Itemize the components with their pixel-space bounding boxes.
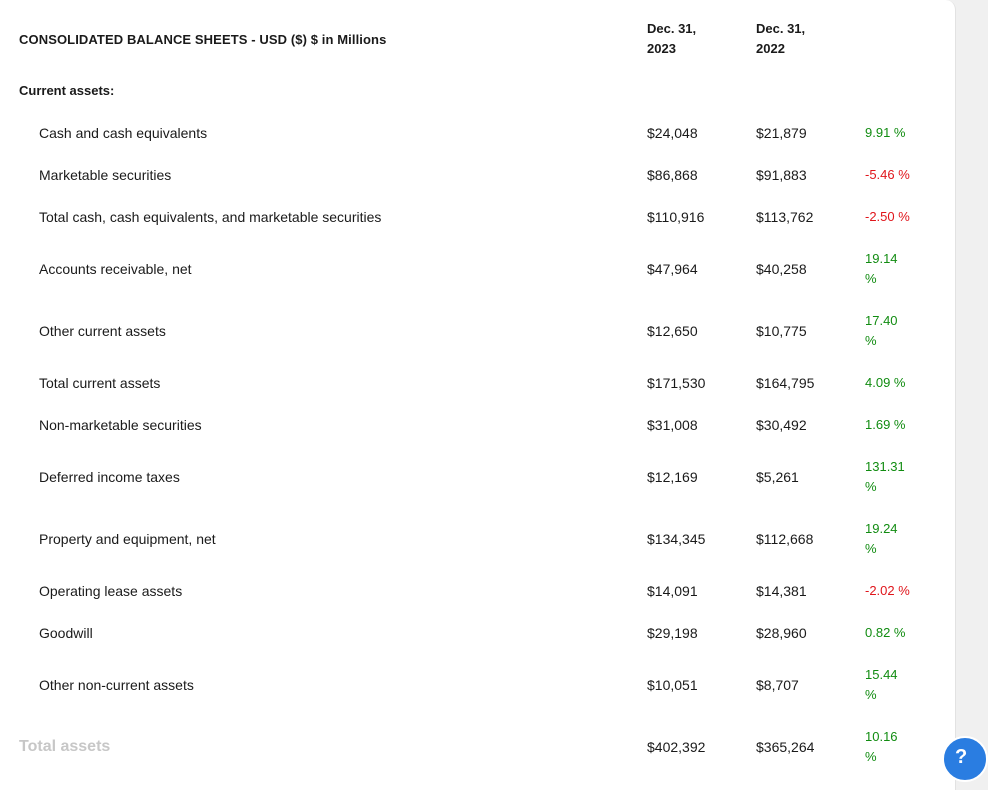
value-2023: $12,169	[647, 469, 698, 485]
row-label: Non-marketable securities	[39, 417, 202, 433]
value-2022: $164,795	[756, 375, 815, 391]
value-2023: $47,964	[647, 261, 698, 277]
section-label-current-assets: Current assets:	[19, 83, 115, 98]
column-header-2023: Dec. 31, 2023	[647, 21, 697, 56]
value-2023: $24,048	[647, 125, 698, 141]
change-percent: 9.91 %	[865, 125, 906, 140]
value-2022: $10,775	[756, 323, 807, 339]
value-2023: $29,198	[647, 625, 698, 641]
value-2022: $40,258	[756, 261, 807, 277]
help-chat-button[interactable]	[942, 736, 988, 782]
row-label: Cash and cash equivalents	[39, 125, 208, 141]
row-label: Marketable securities	[39, 167, 172, 183]
row-label: Other non-current assets	[39, 677, 194, 693]
value-2022: $5,261	[756, 469, 799, 485]
row-label: Property and equipment, net	[39, 531, 216, 547]
row-label: Other current assets	[39, 323, 166, 339]
value-2023: $86,868	[647, 167, 698, 183]
change-percent: 17.40 %	[865, 313, 898, 348]
change-percent: 0.82 %	[865, 625, 906, 640]
value-2022: $30,492	[756, 417, 807, 433]
value-2023: $31,008	[647, 417, 698, 433]
value-2023: $110,916	[647, 209, 705, 225]
value-2023: $171,530	[647, 375, 706, 391]
value-2023: $12,650	[647, 323, 698, 339]
total-value-2022: $365,264	[756, 739, 815, 755]
table-title: CONSOLIDATED BALANCE SHEETS - USD ($) $ in Millions	[19, 32, 387, 47]
row-label: Total cash, cash equivalents, and marketable securities	[39, 209, 382, 225]
value-2022: $14,381	[756, 583, 807, 599]
value-2022: $113,762	[756, 209, 814, 225]
value-2022: $28,960	[756, 625, 807, 641]
value-2022: $91,883	[756, 167, 807, 183]
row-label: Operating lease assets	[39, 583, 183, 599]
change-percent: -2.02 %	[865, 583, 910, 598]
row-label: Goodwill	[39, 625, 93, 641]
value-2022: $112,668	[756, 531, 814, 547]
row-label: Accounts receivable, net	[39, 261, 192, 277]
change-percent: 1.69 %	[865, 417, 906, 432]
value-2023: $134,345	[647, 531, 706, 547]
row-label: Deferred income taxes	[39, 469, 180, 485]
row-label: Total current assets	[39, 375, 161, 391]
change-percent: 131.31 %	[865, 459, 905, 494]
change-percent: 19.24 %	[865, 521, 898, 556]
value-2022: $8,707	[756, 677, 799, 693]
value-2022: $21,879	[756, 125, 807, 141]
column-header-2022: Dec. 31, 2022	[756, 21, 806, 56]
change-percent: 4.09 %	[865, 375, 906, 390]
change-percent: 19.14 %	[865, 251, 898, 286]
value-2023: $14,091	[647, 583, 698, 599]
total-change-percent: 10.16 %	[865, 729, 898, 764]
total-assets-label: Total assets	[19, 738, 111, 755]
change-percent: -2.50 %	[865, 209, 910, 224]
help-chat-icon: ?	[955, 746, 968, 768]
change-percent: 15.44 %	[865, 667, 898, 702]
total-value-2023: $402,392	[647, 739, 706, 755]
value-2023: $10,051	[647, 677, 698, 693]
change-percent: -5.46 %	[865, 167, 910, 182]
